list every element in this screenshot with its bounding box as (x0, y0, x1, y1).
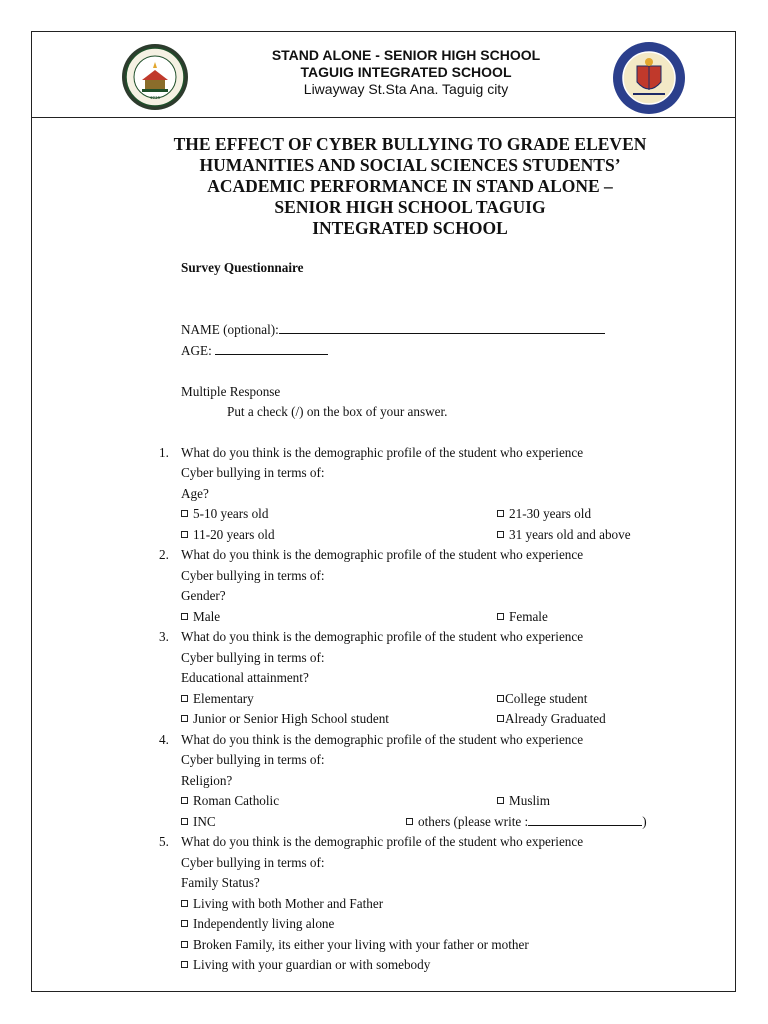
option-checkbox[interactable] (181, 607, 220, 627)
option-checkbox-others[interactable] (406, 812, 647, 832)
header-divider (31, 117, 736, 118)
checkbox-icon[interactable] (497, 715, 504, 722)
name-row (181, 320, 605, 340)
checkbox-icon[interactable] (181, 900, 188, 907)
title-line: INTEGRATED SCHOOL (312, 218, 508, 238)
option-checkbox[interactable] (181, 894, 383, 914)
option-label: Roman Catholic (193, 793, 280, 808)
question-text: Cyber bullying in terms of: (181, 855, 325, 870)
checkbox-icon[interactable] (497, 510, 504, 517)
name-field[interactable] (279, 320, 605, 334)
checkbox-icon[interactable] (181, 961, 188, 968)
checkbox-icon[interactable] (497, 613, 504, 620)
age-label: AGE: (181, 343, 212, 358)
question-text: Cyber bullying in terms of: (181, 650, 325, 665)
checkbox-icon[interactable] (497, 695, 504, 702)
question-number: 1. (159, 445, 169, 460)
question-number: 3. (159, 629, 169, 644)
survey-label: Survey Questionnaire (181, 260, 304, 275)
checkbox-icon[interactable] (181, 715, 188, 722)
checkbox-icon[interactable] (406, 818, 413, 825)
question-text: What do you think is the demographic profile of the student who experience (181, 547, 584, 562)
question-text: Cyber bullying in terms of: (181, 568, 325, 583)
option-label: Broken Family, its either your living with your father or mother (193, 937, 529, 952)
question-text: What do you think is the demographic profile of the student who experience (181, 445, 584, 460)
option-label: 21-30 years old (509, 506, 592, 521)
question-topic: Age? (181, 486, 209, 501)
checkbox-icon[interactable] (181, 797, 188, 804)
option-label: 5-10 years old (193, 506, 269, 521)
checkbox-icon[interactable] (181, 920, 188, 927)
option-label: College student (505, 691, 588, 706)
checkbox-icon[interactable] (497, 797, 504, 804)
option-checkbox[interactable] (181, 791, 279, 811)
option-checkbox[interactable] (181, 955, 430, 975)
option-checkbox[interactable] (497, 525, 631, 545)
age-field[interactable] (215, 341, 328, 355)
multiple-response-label: Multiple Response (181, 384, 281, 399)
option-checkbox[interactable] (181, 525, 275, 545)
option-label: Junior or Senior High School student (193, 711, 389, 726)
question-topic: Religion? (181, 773, 233, 788)
option-label: Male (193, 609, 221, 624)
close-paren: ) (642, 814, 647, 829)
question-number: 5. (159, 834, 169, 849)
school-name: STAND ALONE - SENIOR HIGH SCHOOL (271, 47, 541, 63)
age-row (181, 341, 328, 361)
checkbox-icon[interactable] (181, 510, 188, 517)
option-label: Living with both Mother and Father (193, 896, 384, 911)
question-text: What do you think is the demographic profile of the student who experience (181, 834, 584, 849)
option-label: INC (193, 814, 216, 829)
deped-seal-logo (611, 40, 687, 116)
name-label: NAME (optional): (181, 322, 279, 337)
question-text: Cyber bullying in terms of: (181, 752, 325, 767)
question-text: What do you think is the demographic profile of the student who experience (181, 732, 584, 747)
option-label: Already Graduated (505, 711, 606, 726)
others-write-field[interactable] (528, 812, 642, 826)
school-address: Liwayway St.Sta Ana. Taguig city (303, 81, 509, 97)
title-line: HUMANITIES AND SOCIAL SCIENCES STUDENTS’ (199, 155, 621, 175)
option-label: Independently living alone (193, 916, 335, 931)
option-label: Living with your guardian or with somebody (193, 957, 431, 972)
option-checkbox[interactable] (181, 709, 389, 729)
checkbox-icon[interactable] (181, 941, 188, 948)
option-label: Female (509, 609, 548, 624)
option-checkbox[interactable] (497, 791, 550, 811)
title-line: THE EFFECT OF CYBER BULLYING TO GRADE ELEVEN (173, 134, 647, 154)
option-label: Elementary (193, 691, 254, 706)
question-text: Cyber bullying in terms of: (181, 465, 325, 480)
option-checkbox[interactable] (181, 504, 268, 524)
question-topic: Gender? (181, 588, 226, 603)
checkbox-icon[interactable] (181, 613, 188, 620)
option-label: 31 years old and above (509, 527, 631, 542)
option-checkbox[interactable] (181, 689, 254, 709)
option-checkbox[interactable] (497, 607, 548, 627)
instruction-text: Put a check (/) on the box of your answer. (227, 404, 448, 419)
option-checkbox[interactable] (497, 709, 606, 729)
left-seal-year: 1916 (149, 95, 161, 100)
checkbox-icon[interactable] (181, 695, 188, 702)
school-subname: TAGUIG INTEGRATED SCHOOL (300, 64, 512, 80)
option-label: Muslim (509, 793, 551, 808)
question-number: 4. (159, 732, 169, 747)
title-line: SENIOR HIGH SCHOOL TAGUIG (274, 197, 546, 217)
checkbox-icon[interactable] (497, 531, 504, 538)
checkbox-icon[interactable] (181, 531, 188, 538)
question-topic: Educational attainment? (181, 670, 309, 685)
option-label: 11-20 years old (193, 527, 275, 542)
question-topic: Family Status? (181, 875, 260, 890)
school-seal-logo (120, 42, 190, 112)
document-title (140, 134, 680, 239)
option-checkbox[interactable] (497, 689, 587, 709)
option-checkbox[interactable] (181, 935, 529, 955)
option-label: others (please write : (418, 814, 529, 829)
option-checkbox[interactable] (181, 914, 334, 934)
option-checkbox[interactable] (181, 812, 216, 832)
checkbox-icon[interactable] (181, 818, 188, 825)
question-text: What do you think is the demographic profile of the student who experience (181, 629, 584, 644)
question-number: 2. (159, 547, 169, 562)
option-checkbox[interactable] (497, 504, 591, 524)
title-line: ACADEMIC PERFORMANCE IN STAND ALONE – (207, 176, 613, 196)
